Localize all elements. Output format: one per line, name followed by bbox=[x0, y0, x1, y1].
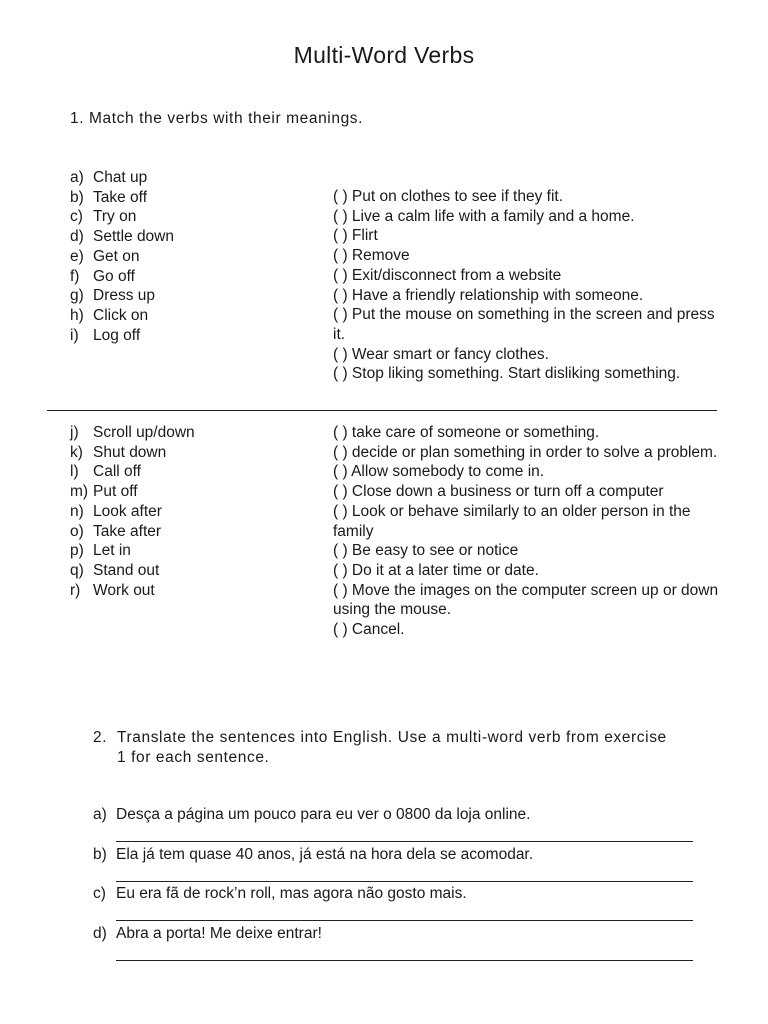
sentence-item bbox=[93, 924, 703, 964]
verb-item bbox=[70, 267, 174, 287]
verb-letter: q) bbox=[70, 561, 84, 579]
verb-letter: j) bbox=[70, 424, 79, 441]
verb-letter: e) bbox=[70, 247, 84, 265]
meaning-item[interactable]: ( ) Do it at a later time or date. bbox=[333, 561, 539, 579]
verb-text: Get on bbox=[93, 247, 140, 265]
verb-text: Settle down bbox=[93, 228, 174, 246]
meaning-item[interactable]: ( ) Stop liking something. Start disliking something. bbox=[333, 365, 681, 383]
meaning-item[interactable]: ( ) Put the mouse on something in the screen and press it. bbox=[333, 306, 715, 343]
verb-letter: l) bbox=[70, 463, 79, 481]
meaning-item[interactable]: ( ) Cancel. bbox=[333, 621, 405, 639]
verb-letter: a) bbox=[70, 169, 84, 186]
meaning-list-part-2 bbox=[333, 423, 723, 640]
meaning-item[interactable]: ( ) decide or plan something in order to solve a problem. bbox=[333, 443, 718, 461]
sentence-letter: b) bbox=[93, 845, 107, 863]
verb-letter: g) bbox=[70, 287, 84, 305]
verb-text: Take after bbox=[93, 522, 162, 540]
sentence-letter: d) bbox=[93, 924, 107, 942]
verb-letter: h) bbox=[70, 306, 84, 324]
verb-text: Dress up bbox=[93, 287, 156, 305]
verb-letter: n) bbox=[70, 502, 84, 520]
meaning-item[interactable]: ( ) Put on clothes to see if they fit. bbox=[333, 188, 564, 205]
verb-item bbox=[70, 306, 174, 326]
meaning-list-part-1 bbox=[333, 187, 723, 384]
verb-text: Let in bbox=[93, 542, 131, 560]
verb-text: Look after bbox=[93, 502, 162, 520]
verb-item bbox=[70, 188, 174, 208]
meaning-item[interactable]: ( ) Live a calm life with a family and a home. bbox=[333, 207, 635, 225]
answer-line[interactable] bbox=[116, 920, 693, 921]
meaning-item[interactable]: ( ) Allow somebody to come in. bbox=[333, 463, 545, 481]
meaning-item[interactable]: ( ) Have a friendly relationship with someone. bbox=[333, 286, 644, 304]
meaning-item[interactable]: ( ) Remove bbox=[333, 247, 410, 265]
verb-letter: f) bbox=[70, 267, 80, 285]
verb-item bbox=[70, 443, 195, 463]
exercise-1-instruction: 1. Match the verbs with their meanings. bbox=[70, 110, 364, 127]
verb-list-part-1 bbox=[70, 168, 174, 345]
verb-letter: m) bbox=[70, 483, 89, 501]
answer-line[interactable] bbox=[116, 841, 693, 842]
verb-letter: c) bbox=[70, 208, 83, 226]
verb-item bbox=[70, 522, 195, 542]
exercise-2-instruction-text: Translate the sentences into English. Use a multi-word verb from exercise 1 for each sentence. bbox=[117, 729, 667, 766]
verb-item bbox=[70, 326, 174, 346]
sentence-letter: a) bbox=[93, 806, 107, 823]
verb-letter: o) bbox=[70, 522, 84, 540]
verb-text: Log off bbox=[93, 326, 141, 344]
meaning-item[interactable]: ( ) Look or behave similarly to an older person in the family bbox=[333, 502, 691, 540]
sentence-text: Ela já tem quase 40 anos, já está na hora dela se acomodar. bbox=[116, 845, 534, 863]
answer-line[interactable] bbox=[116, 960, 693, 961]
meaning-item[interactable]: ( ) Flirt bbox=[333, 227, 378, 245]
verb-item bbox=[70, 227, 174, 247]
verb-letter: k) bbox=[70, 443, 83, 461]
verb-text: Work out bbox=[93, 581, 155, 599]
verb-text: Go off bbox=[93, 267, 135, 285]
verb-letter: b) bbox=[70, 188, 84, 206]
verb-item bbox=[70, 286, 174, 306]
sentence-item bbox=[93, 805, 703, 845]
sentence-letter: c) bbox=[93, 885, 106, 902]
sentence-text: Eu era fã de rock’n roll, mas agora não gosto mais. bbox=[116, 885, 467, 902]
verb-item bbox=[70, 207, 174, 227]
verb-letter: i) bbox=[70, 326, 79, 344]
verb-item bbox=[70, 462, 195, 482]
meaning-item[interactable]: ( ) take care of someone or something. bbox=[333, 424, 600, 441]
verb-text: Chat up bbox=[93, 169, 148, 186]
translation-sentences bbox=[93, 805, 703, 963]
verb-text: Put off bbox=[93, 483, 138, 501]
verb-item bbox=[70, 561, 195, 581]
section-divider bbox=[47, 410, 717, 411]
verb-text: Call off bbox=[93, 463, 141, 481]
meaning-item[interactable]: ( ) Close down a business or turn off a computer bbox=[333, 483, 664, 501]
verb-text: Click on bbox=[93, 306, 149, 324]
exercise-2-instruction bbox=[93, 728, 677, 768]
sentence-text: Desça a página um pouco para eu ver o 0800 da loja online. bbox=[116, 806, 531, 823]
verb-text: Scroll up/down bbox=[93, 424, 195, 441]
verb-item bbox=[70, 502, 195, 522]
meaning-item[interactable]: ( ) Move the images on the computer screen up or down using the mouse. bbox=[333, 581, 719, 619]
verb-item bbox=[70, 541, 195, 561]
meaning-item[interactable]: ( ) Exit/disconnect from a website bbox=[333, 266, 562, 284]
verb-text: Take off bbox=[93, 188, 148, 206]
sentence-item bbox=[93, 884, 703, 924]
sentence-item bbox=[93, 845, 703, 885]
meaning-item[interactable]: ( ) Wear smart or fancy clothes. bbox=[333, 345, 549, 363]
verb-item bbox=[70, 168, 174, 188]
verb-text: Stand out bbox=[93, 561, 160, 579]
exercise-2-number: 2. bbox=[93, 729, 108, 746]
verb-text: Try on bbox=[93, 208, 137, 226]
verb-item bbox=[70, 482, 195, 502]
verb-item bbox=[70, 581, 195, 601]
sentence-text: Abra a porta! Me deixe entrar! bbox=[116, 924, 322, 942]
verb-list-part-2 bbox=[70, 423, 195, 600]
page-title: Multi-Word Verbs bbox=[293, 42, 475, 68]
verb-letter: p) bbox=[70, 542, 84, 560]
answer-line[interactable] bbox=[116, 881, 693, 882]
verb-item bbox=[70, 423, 195, 443]
verb-letter: r) bbox=[70, 581, 81, 599]
verb-text: Shut down bbox=[93, 443, 167, 461]
verb-item bbox=[70, 247, 174, 267]
verb-letter: d) bbox=[70, 228, 84, 246]
meaning-item[interactable]: ( ) Be easy to see or notice bbox=[333, 542, 519, 560]
